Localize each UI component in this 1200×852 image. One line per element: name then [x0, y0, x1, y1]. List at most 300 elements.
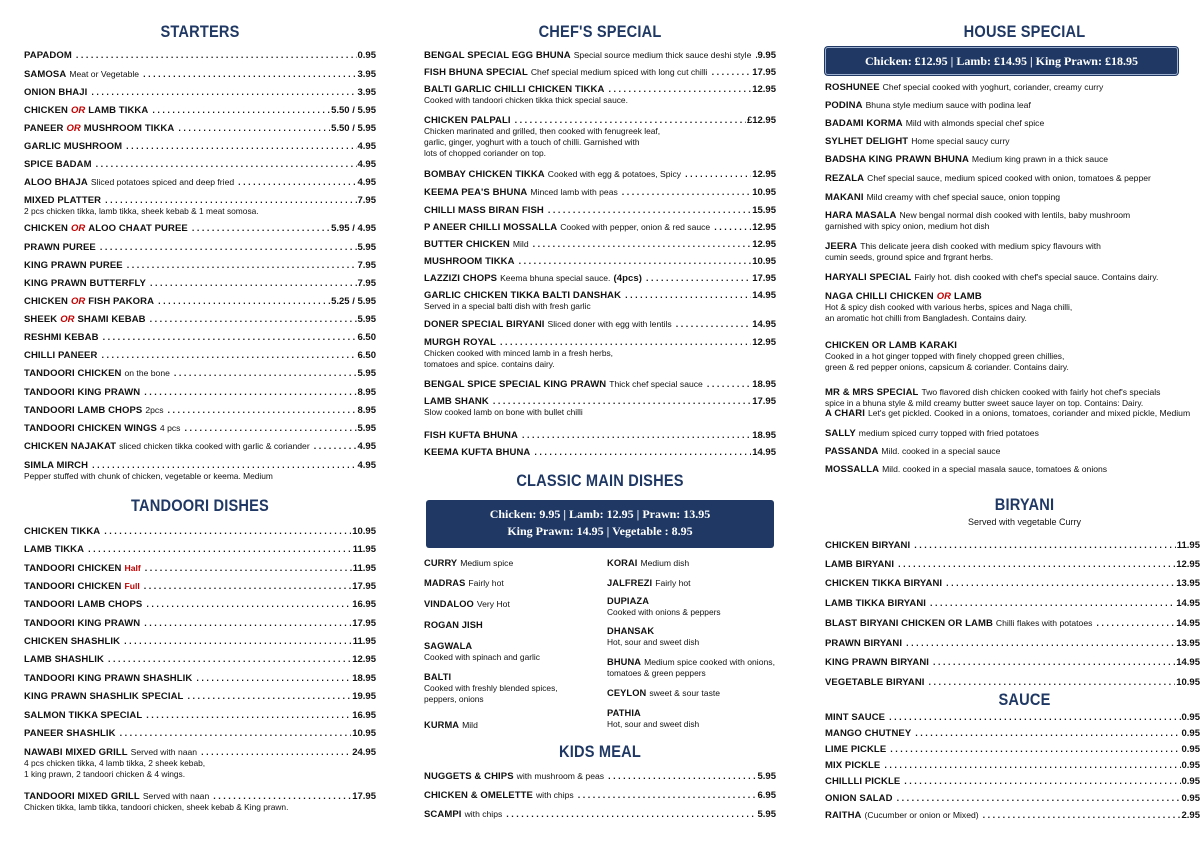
menu-item-name: MANGO CHUTNEY — [825, 728, 912, 739]
dot-leader — [120, 728, 352, 739]
menu-item-price: 7.95 — [357, 195, 376, 206]
menu-item-price: 17.95 — [752, 396, 776, 407]
menu-item-tandoori-chicken — [24, 563, 376, 574]
menu-item-name-part: ALOO CHAAT PUREE — [88, 223, 188, 234]
menu-item-price: 7.95 — [357, 260, 376, 271]
menu-item-price: 0.95 — [1181, 793, 1200, 804]
menu-item-row — [24, 350, 376, 361]
menu-item-name: BADAMI KORMA — [825, 118, 903, 129]
dot-leader — [983, 810, 1181, 821]
classic-dish-detail: Cooked with spinach and garlic — [424, 652, 540, 662]
menu-item-name: CHICKEN TIKKA BIRYANI — [825, 578, 943, 589]
menu-item-size-tag: Full — [124, 581, 140, 591]
menu-item-chilli-paneer — [24, 350, 376, 361]
menu-item-name: MURGH ROYAL — [424, 337, 497, 348]
menu-item-chicken-najakat — [24, 441, 376, 452]
menu-item-chicken-tikka — [24, 526, 376, 537]
menu-item-name: KEEMA PEA'S BHUNA — [424, 187, 528, 198]
menu-item-price: 6.50 — [357, 332, 376, 343]
menu-item-paneer-shashlik — [24, 728, 376, 739]
menu-item-name: P ANEER CHILLI MOSSALLA — [424, 222, 558, 233]
menu-item-detail: Served in a special balti dish with fresh garlic — [424, 301, 591, 311]
classic-dish-description: Medium dish — [640, 558, 690, 568]
dot-leader — [96, 159, 357, 170]
dot-leader — [108, 654, 351, 665]
menu-item-row — [825, 154, 1200, 165]
classic-heading: CLASSIC MAIN DISHES — [516, 471, 684, 490]
menu-item-lime-pickle — [825, 744, 1200, 755]
menu-item-samosa — [24, 69, 376, 80]
menu-item-mix-pickle — [825, 760, 1200, 771]
menu-item-mossalla — [825, 464, 1200, 475]
menu-item-mushroom-tikka — [424, 256, 776, 267]
menu-item-prawn-puree — [24, 242, 376, 253]
menu-item-price: 8.95 — [357, 387, 376, 398]
menu-item-name-part: CHICKEN — [24, 223, 68, 234]
menu-item-row — [825, 712, 1200, 723]
menu-item-chicken-lamb-tikka — [24, 105, 376, 116]
menu-item-name: CHICKEN SHASHLIK — [24, 636, 121, 647]
dot-leader — [103, 332, 357, 343]
menu-item-name: CHICKEN BIRYANI — [825, 540, 911, 551]
or-word: OR — [936, 291, 951, 302]
menu-item-name: TANDOORI CHICKEN — [24, 368, 122, 379]
menu-item-onion-bhaji — [24, 87, 376, 98]
menu-item-reshmi-kebab — [24, 332, 376, 343]
menu-item-row — [24, 654, 376, 665]
menu-item-description: Home special saucy curry — [911, 136, 1010, 146]
menu-item-nuggets-chips — [424, 771, 776, 782]
menu-item-row — [825, 793, 1200, 804]
dot-leader — [685, 169, 751, 180]
classic-dish-detail: Cooked with onions & peppers — [607, 607, 721, 617]
menu-item-sally — [825, 428, 1200, 439]
menu-item-king-prawn-biryani — [825, 657, 1200, 668]
menu-item-price: 12.95 — [352, 654, 376, 665]
menu-item-row — [825, 464, 1200, 475]
menu-item-garlic-mushroom — [24, 141, 376, 152]
menu-item-price: 10.95 — [1176, 677, 1200, 688]
menu-item-description: with chips — [535, 790, 574, 800]
dot-leader — [522, 430, 751, 441]
menu-item-description: Special source medium thick sauce deshi style — [573, 50, 752, 60]
menu-item-fish-bhuna-special — [424, 67, 776, 78]
menu-item-p-aneer-chilli-mossalla — [424, 222, 776, 233]
classic-dish-name: MADRAS — [424, 578, 466, 588]
menu-item-name-part: LAMB TIKKA — [88, 105, 149, 116]
menu-item-description: Sliced potatoes spiced and deep fried — [90, 177, 235, 187]
menu-item-row — [24, 618, 376, 629]
menu-item-price: 2.95 — [1181, 810, 1200, 821]
menu-item-description: Chef special sauce, medium spiced cooked with onion, tomatoes & pepper — [867, 173, 1151, 183]
menu-item-name: GARLIC MUSHROOM — [24, 141, 123, 152]
menu-item-chicken-omelette — [424, 790, 776, 801]
classic-dish-description: Very Hot — [476, 599, 510, 609]
menu-item-row — [24, 105, 376, 116]
or-word: OR — [70, 223, 86, 234]
dot-leader — [101, 350, 356, 361]
classic-dish-name: BHUNA — [607, 657, 642, 667]
classic-dish-name: BALTI — [424, 672, 452, 682]
dot-leader — [88, 544, 352, 555]
menu-item-row — [24, 581, 376, 592]
menu-item-name: MUSHROOM TIKKA — [424, 256, 515, 267]
menu-item-row — [424, 430, 776, 441]
menu-item-name: DONER SPECIAL BIRYANI — [424, 319, 545, 330]
dot-leader — [168, 405, 357, 416]
menu-item-price: 4.95 — [357, 159, 376, 170]
menu-item-description: sliced chicken tikka cooked with garlic & coriander — [119, 441, 310, 451]
menu-item-price: 0.95 — [1181, 776, 1200, 787]
biryani-subtitle: Served with vegetable Curry — [967, 517, 1082, 527]
menu-item-name: CHICKEN TIKKA — [24, 526, 101, 537]
menu-item-price: 5.50 / 5.95 — [331, 105, 376, 116]
classic-price-box — [426, 500, 774, 548]
menu-item-bengal-special-egg-bhuna — [424, 50, 776, 61]
menu-item-description: Served with naan — [142, 791, 210, 801]
classic-dish-detail: Hot, sour and sweet dish — [607, 637, 700, 647]
menu-item-row — [825, 728, 1200, 739]
menu-item-name: TANDOORI LAMB CHOPS — [24, 599, 143, 610]
menu-item-price: 10.95 — [752, 256, 776, 267]
classic-dish-row — [607, 558, 787, 569]
dot-leader — [126, 141, 356, 152]
menu-item-row — [24, 159, 376, 170]
menu-item-bombay-chicken-tikka — [424, 169, 776, 180]
menu-item-price: 5.95 — [357, 368, 376, 379]
menu-item-sylhet-delight — [825, 136, 1200, 147]
menu-item-name: PANEER SHASHLIK — [24, 728, 116, 739]
menu-item-name: TANDOORI KING PRAWN SHASHLIK — [24, 673, 193, 684]
menu-item-row — [825, 118, 1200, 129]
classic-dish-bhuna — [607, 657, 787, 679]
menu-item-row — [24, 387, 376, 398]
menu-item-row — [24, 405, 376, 416]
menu-item-price: 14.95 — [752, 319, 776, 330]
menu-item-name: CHILLLI PICKLE — [825, 776, 901, 787]
dot-leader — [608, 771, 756, 782]
dot-leader — [192, 223, 330, 234]
menu-item-price: 18.95 — [352, 673, 376, 684]
menu-item-description: Chilli flakes with potatoes — [995, 618, 1093, 628]
menu-item-row — [424, 187, 776, 198]
menu-item-price: 12.95 — [752, 169, 776, 180]
classic-dish-row — [424, 578, 604, 589]
menu-item-name: LAZZIZI CHOPS — [424, 273, 498, 284]
classic-dish-description: Fairly hot — [468, 578, 504, 588]
menu-item-description: with mushroom & peas — [516, 771, 605, 781]
dot-leader — [622, 187, 751, 198]
menu-item-doner-special-biryani — [424, 319, 776, 330]
menu-item-price: 14.95 — [1176, 657, 1200, 668]
menu-item-price: 13.95 — [1176, 638, 1200, 649]
menu-item-price: 4.95 — [357, 141, 376, 152]
menu-item-description: Fairly hot. dish cooked with chef's special sauce. Contains dairy. — [914, 272, 1159, 282]
menu-item-name-part: NAGA CHILLI CHICKEN — [825, 291, 934, 302]
menu-item-chicken-biryani — [825, 540, 1200, 551]
menu-item-name: PAPADOM — [24, 50, 72, 61]
menu-item-row — [825, 272, 1200, 283]
menu-item-price: 12.95 — [752, 337, 776, 348]
house-special-heading: HOUSE SPECIAL — [963, 22, 1086, 41]
menu-item-price: 17.95 — [352, 581, 376, 592]
dot-leader — [184, 423, 356, 434]
menu-item-price: 12.95 — [752, 84, 776, 95]
menu-item-name: MOSSALLA — [825, 464, 880, 475]
menu-item-price: 24.95 — [352, 747, 376, 758]
menu-item-price: 5.95 — [357, 242, 376, 253]
menu-item-description: Mild creamy with chef special sauce, onion topping — [866, 192, 1061, 202]
menu-item-description: Mild. cooked in a special masala sauce, tomatoes & onions — [882, 464, 1108, 474]
menu-item-price: 5.95 — [757, 809, 776, 820]
menu-item-name: MAKANI — [825, 192, 864, 203]
sauce-heading: SAUCE — [998, 690, 1051, 709]
dot-leader — [506, 809, 756, 820]
menu-item-garlic-chicken-tikka-balti-danshak — [424, 290, 776, 312]
menu-item-row — [424, 771, 776, 782]
classic-dish-name: DUPIAZA — [607, 596, 650, 606]
starters-heading: STARTERS — [160, 22, 240, 41]
or-word: OR — [60, 314, 75, 325]
menu-item-name: TANDOORI CHICKEN — [24, 563, 122, 574]
menu-item-row — [24, 223, 376, 234]
classic-dish-rogan-jish — [424, 620, 604, 631]
menu-item-spice-badam — [24, 159, 376, 170]
menu-item-row — [424, 84, 776, 95]
menu-item-price: 12.95 — [752, 239, 776, 250]
dot-leader — [76, 50, 357, 61]
menu-item-price: 0.95 — [1181, 728, 1200, 739]
menu-item-name: KING PRAWN PUREE — [24, 260, 123, 271]
menu-item-row — [424, 256, 776, 267]
menu-item-name: BALTI GARLIC CHILLI CHICKEN TIKKA — [424, 84, 605, 95]
dot-leader — [152, 105, 330, 116]
classic-prices-line2: King Prawn: 14.95 | Vegetable : 8.95 — [507, 524, 693, 538]
classic-dish-description: Mild — [462, 720, 478, 730]
menu-item-price: 0.95 — [1181, 712, 1200, 723]
menu-item-tandoori-king-prawn — [24, 387, 376, 398]
menu-item-onion-salad — [825, 793, 1200, 804]
menu-item-description: Thick chef special sauce — [609, 379, 703, 389]
menu-item-aloo-bhaja — [24, 177, 376, 188]
menu-item-price: 15.95 — [752, 205, 776, 216]
classic-dish-row — [607, 708, 787, 719]
menu-item-row — [825, 598, 1200, 609]
menu-item-row — [24, 242, 376, 253]
menu-item-prawn-biryani — [825, 638, 1200, 649]
classic-dish-name: DHANSAK — [607, 626, 655, 636]
dot-leader — [500, 337, 751, 348]
classic-dish-row — [424, 720, 604, 731]
menu-item-row — [424, 290, 776, 301]
menu-item-price: 17.95 — [752, 273, 776, 284]
dot-leader — [1096, 618, 1175, 629]
menu-item-row — [24, 332, 376, 343]
menu-item-name: SPICE BADAM — [24, 159, 92, 170]
menu-item-row — [24, 563, 376, 574]
menu-item-row — [24, 69, 376, 80]
dot-leader — [933, 657, 1175, 668]
menu-item-name: BLAST BIRYANI CHICKEN OR LAMB — [825, 618, 993, 629]
dot-leader — [519, 256, 752, 267]
menu-item-chicken-fish-pakora — [24, 296, 376, 307]
menu-item-name: RESHMI KEBAB — [24, 332, 99, 343]
menu-item-price: 0.95 — [1181, 760, 1200, 771]
menu-item-detail: Chicken tikka, lamb tikka, tandoori chicken, sheek kebab & King prawn. — [24, 802, 289, 812]
dot-leader — [707, 379, 751, 390]
menu-item-description: New bengal normal dish cooked with lentils, baby mushroom — [899, 210, 1131, 220]
menu-item-price: 18.95 — [752, 379, 776, 390]
menu-item-row — [24, 296, 376, 307]
menu-item-price: 10.95 — [352, 526, 376, 537]
classic-prices-line1: Chicken: 9.95 | Lamb: 12.95 | Prawn: 13.95 — [489, 507, 711, 521]
menu-item-price: 3.95 — [357, 69, 376, 80]
dot-leader — [515, 115, 746, 126]
dot-leader — [104, 526, 351, 537]
menu-item-row — [825, 408, 1200, 419]
menu-item-tandoori-chicken — [24, 581, 376, 592]
menu-item-price: 11.95 — [352, 636, 376, 647]
menu-item-price: 9.95 — [757, 50, 776, 61]
menu-item-row — [424, 273, 776, 284]
menu-item-row — [24, 599, 376, 610]
menu-item-name: SYLHET DELIGHT — [825, 136, 909, 147]
menu-item-price: 18.95 — [752, 430, 776, 441]
menu-item-name-part: SHAMI KEBAB — [77, 314, 146, 325]
menu-item-price: 13.95 — [1176, 578, 1200, 589]
menu-item-name: LAMB TIKKA — [24, 544, 85, 555]
menu-item-row — [24, 544, 376, 555]
menu-item-row — [424, 115, 776, 126]
menu-item-name: ONION SALAD — [825, 793, 893, 804]
menu-item-name: TANDOORI CHICKEN — [24, 581, 122, 592]
menu-item-chicken-tikka-biryani — [825, 578, 1200, 589]
menu-item-roshunee — [825, 82, 1200, 93]
dot-leader — [914, 540, 1175, 551]
menu-item-row — [24, 791, 376, 802]
menu-item-name: PRAWN BIRYANI — [825, 638, 903, 649]
dot-leader — [578, 790, 757, 801]
menu-item-row — [825, 428, 1200, 439]
menu-item-row — [424, 447, 776, 458]
menu-item-papadom — [24, 50, 376, 61]
dot-leader — [100, 242, 357, 253]
classic-dish-dhansak — [607, 626, 787, 648]
dot-leader — [929, 677, 1176, 688]
menu-item-description: with chips — [464, 809, 503, 819]
menu-item-tandoori-lamb-chops — [24, 405, 376, 416]
menu-item-row — [825, 760, 1200, 771]
menu-item-chicken-or-lamb-karaki — [825, 340, 1200, 373]
menu-item-tandoori-king-prawn-shashlik — [24, 673, 376, 684]
menu-item-price: 12.95 — [1176, 559, 1200, 570]
menu-item-simla-mirch — [24, 460, 376, 482]
menu-item-row — [24, 314, 376, 325]
menu-item-row — [825, 387, 1200, 398]
menu-item-description: This delicate jeera dish cooked with medium spicy flavours with — [860, 241, 1101, 251]
menu-item-name: LAMB SHANK — [424, 396, 489, 407]
menu-item-name: RAITHA — [825, 810, 862, 821]
menu-item-description: Bhuna style medium sauce with podina leaf — [865, 100, 1031, 110]
menu-item-row — [24, 423, 376, 434]
menu-item-price: 16.95 — [352, 599, 376, 610]
menu-item-detail: Chicken cooked with minced lamb in a fresh herbs, tomatoes and spice. contains dairy. — [424, 348, 613, 369]
menu-item-description: Meat or Vegetable — [69, 69, 140, 79]
or-word: OR — [66, 123, 81, 134]
menu-item-name: PODINA — [825, 100, 863, 111]
menu-item-description: Chef special cooked with yoghurt, coriander, creamy curry — [882, 82, 1104, 92]
menu-item-name: KING PRAWN BIRYANI — [825, 657, 930, 668]
menu-item-name: LAMB SHASHLIK — [24, 654, 104, 665]
menu-item-row — [24, 691, 376, 702]
menu-item-size-tag: Half — [124, 563, 141, 573]
menu-item-chicken-palpali — [424, 115, 776, 159]
menu-item-description: on the bone — [124, 368, 170, 378]
dot-leader — [238, 177, 356, 188]
classic-dish-row — [424, 599, 604, 610]
dot-leader — [906, 638, 1175, 649]
classic-dish-korai — [607, 558, 787, 569]
menu-item-description: Cooked with pepper, onion & red sauce — [560, 222, 711, 232]
dot-leader — [676, 319, 751, 330]
menu-item-price: 14.95 — [752, 447, 776, 458]
menu-item-row — [424, 222, 776, 233]
menu-item-paneer-mushroom-tikka — [24, 123, 376, 134]
menu-item-row — [825, 291, 1200, 302]
classic-dish-balti — [424, 672, 604, 705]
classic-dish-row — [607, 688, 787, 699]
classic-dish-row — [607, 578, 787, 589]
menu-item-lamb-shank — [424, 396, 776, 418]
classic-dish-description: sweet & sour taste — [649, 688, 721, 698]
menu-item-king-prawn-puree — [24, 260, 376, 271]
menu-item-name: NUGGETS & CHIPS — [424, 771, 514, 782]
menu-item-jeera — [825, 241, 1200, 263]
menu-item-keema-pea-s-bhuna — [424, 187, 776, 198]
dot-leader — [158, 296, 330, 307]
menu-item-name: HARYALI SPECIAL — [825, 272, 912, 283]
menu-item-name: MIXED PLATTER — [24, 195, 102, 206]
menu-item-chicken-shashlik — [24, 636, 376, 647]
menu-item-chilli-mass-biran-fish — [424, 205, 776, 216]
dot-leader — [915, 728, 1180, 739]
menu-item-tandoori-chicken — [24, 368, 376, 379]
menu-item-row — [825, 241, 1200, 252]
menu-item-price: 14.95 — [752, 290, 776, 301]
menu-item-row — [424, 379, 776, 390]
menu-item-price: 14.95 — [1176, 618, 1200, 629]
menu-item-price: 4.95 — [357, 441, 376, 452]
dot-leader — [196, 673, 351, 684]
menu-item-bold-note: (4pcs) — [613, 273, 643, 284]
menu-item-row — [825, 559, 1200, 570]
dot-leader — [493, 396, 751, 407]
menu-item-detail: 4 pcs chicken tikka, 4 lamb tikka, 2 sheek kebab, 1 king prawn, 2 tandoori chicken & 4 wings. — [24, 758, 206, 779]
dot-leader — [646, 273, 751, 284]
menu-item-row — [825, 638, 1200, 649]
classic-dish-name: CURRY — [424, 558, 458, 568]
menu-item-description: Served with naan — [130, 747, 198, 757]
menu-item-price: 4.95 — [357, 177, 376, 188]
menu-item-name: LAMB BIRYANI — [825, 559, 895, 570]
menu-item-bengal-spice-special-king-prawn — [424, 379, 776, 390]
menu-item-name: LAMB TIKKA BIRYANI — [825, 598, 927, 609]
menu-item-price: 10.95 — [352, 728, 376, 739]
menu-item-name: BENGAL SPICE SPECIAL KING PRAWN — [424, 379, 607, 390]
menu-item-row — [825, 677, 1200, 688]
menu-item-description: 2pcs — [145, 405, 164, 415]
menu-item-row — [825, 657, 1200, 668]
